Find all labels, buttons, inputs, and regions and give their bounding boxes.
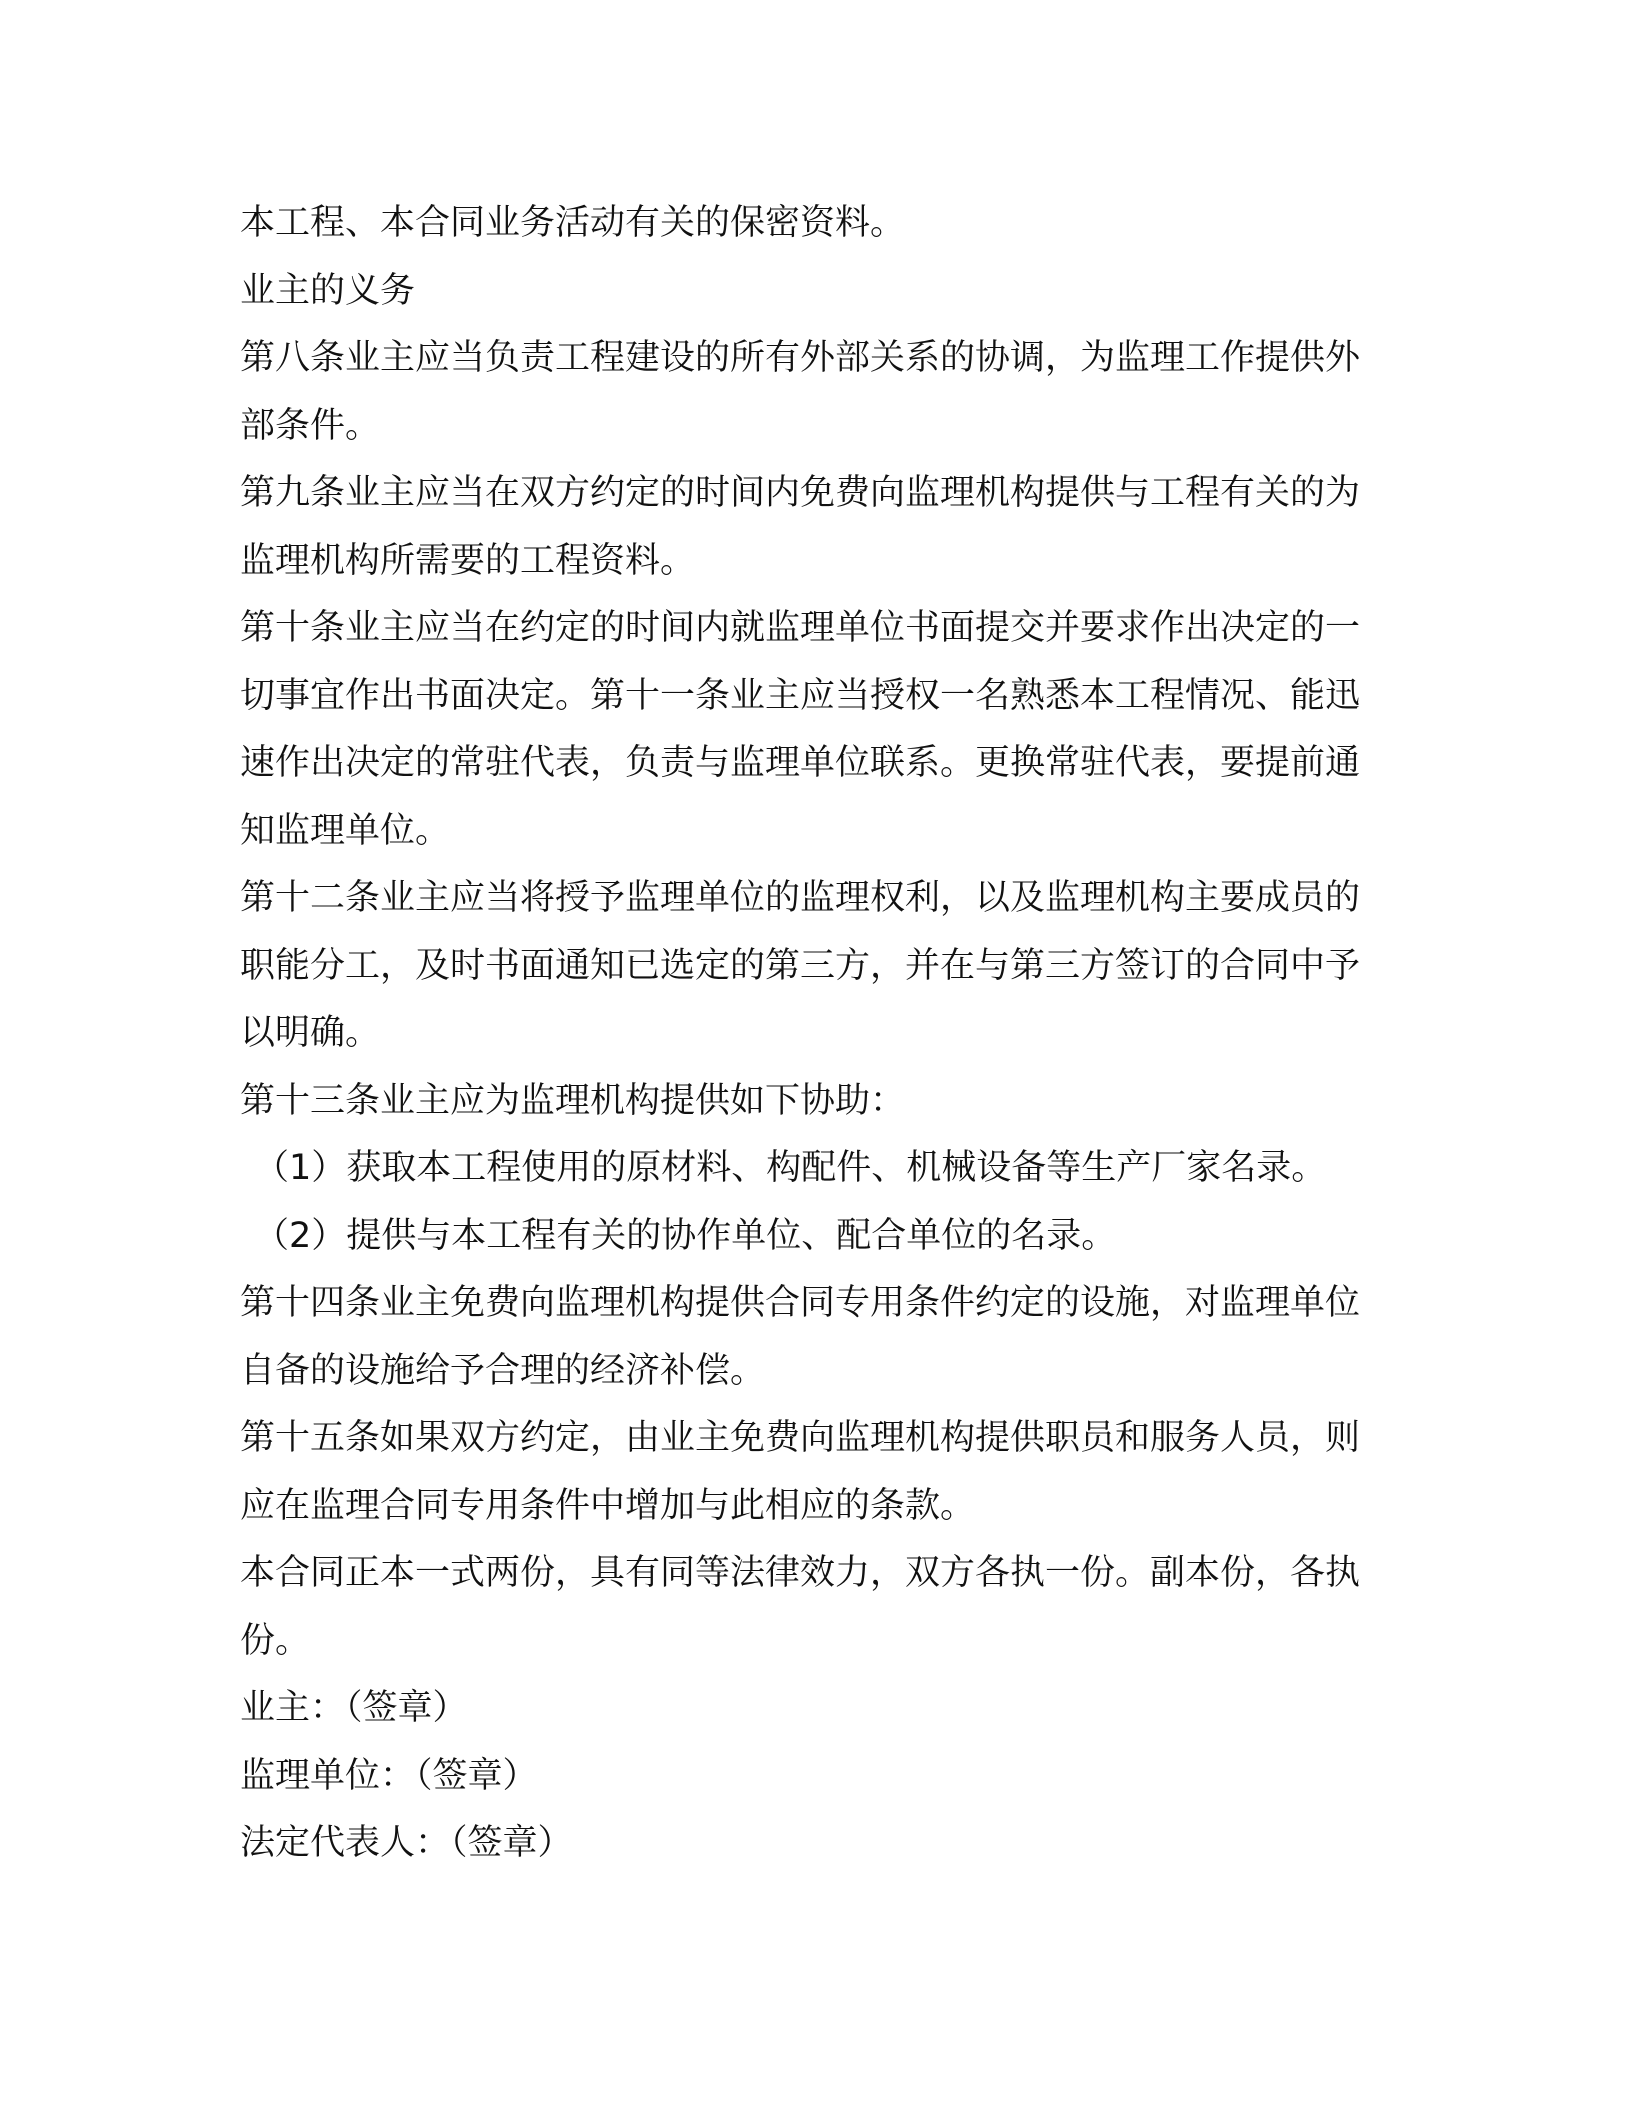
article-13: 第十三条业主应为监理机构提供如下协助： <box>240 1080 906 1121</box>
signature-legal-representative: 法定代表人：（签章） <box>240 1823 573 1863</box>
article-15: 第十五条如果双方约定，由业主免费向监理机构提供职员和服务人员，则应在监理合同专用条件中增加与此相应的条款。 <box>240 1418 1361 1526</box>
signature-supervision-unit: 监理单位：（签章） <box>240 1755 538 1796</box>
copies-clause: 本合同正本一式两份，具有同等法律效力，双方各执一份。副本份，各执份。 <box>240 1553 1361 1661</box>
signature-owner: 业主：（签章） <box>240 1688 468 1728</box>
article-13-item-2: （2）提供与本工程有关的协作单位、配合单位的名录。 <box>254 1215 1117 1256</box>
article-14: 第十四条业主免费向监理机构提供合同专用条件约定的设施，对监理单位自备的设施给予合理的经济补偿。 <box>240 1283 1361 1391</box>
section-heading-owner-obligations: 业主的义务 <box>240 270 416 311</box>
article-13-item-1: （1）获取本工程使用的原材料、构配件、机械设备等生产厂家名录。 <box>254 1148 1327 1188</box>
article-12: 第十二条业主应当将授予监理单位的监理权利，以及监理机构主要成员的职能分工，及时书面通知已选定的第三方，并在与第三方签订的合同中予以明确。 <box>240 878 1361 1053</box>
paragraph-confidential-materials: 本工程、本合同业务活动有关的保密资料。 <box>240 203 906 243</box>
document-body <box>240 190 1390 1878</box>
article-10-11: 第十条业主应当在约定的时间内就监理单位书面提交并要求作出决定的一切事宜作出书面决定。第十一条业主应当授权一名熟悉本工程情况、能迅速作出决定的常驻代表，负责与监理单位联系。更换常驻代表，要提前通知监理单位。 <box>240 608 1361 851</box>
article-9: 第九条业主应当在双方约定的时间内免费向监理机构提供与工程有关的为监理机构所需要的工程资料。 <box>240 473 1361 581</box>
article-8: 第八条业主应当负责工程建设的所有外部关系的协调，为监理工作提供外部条件。 <box>240 338 1361 446</box>
